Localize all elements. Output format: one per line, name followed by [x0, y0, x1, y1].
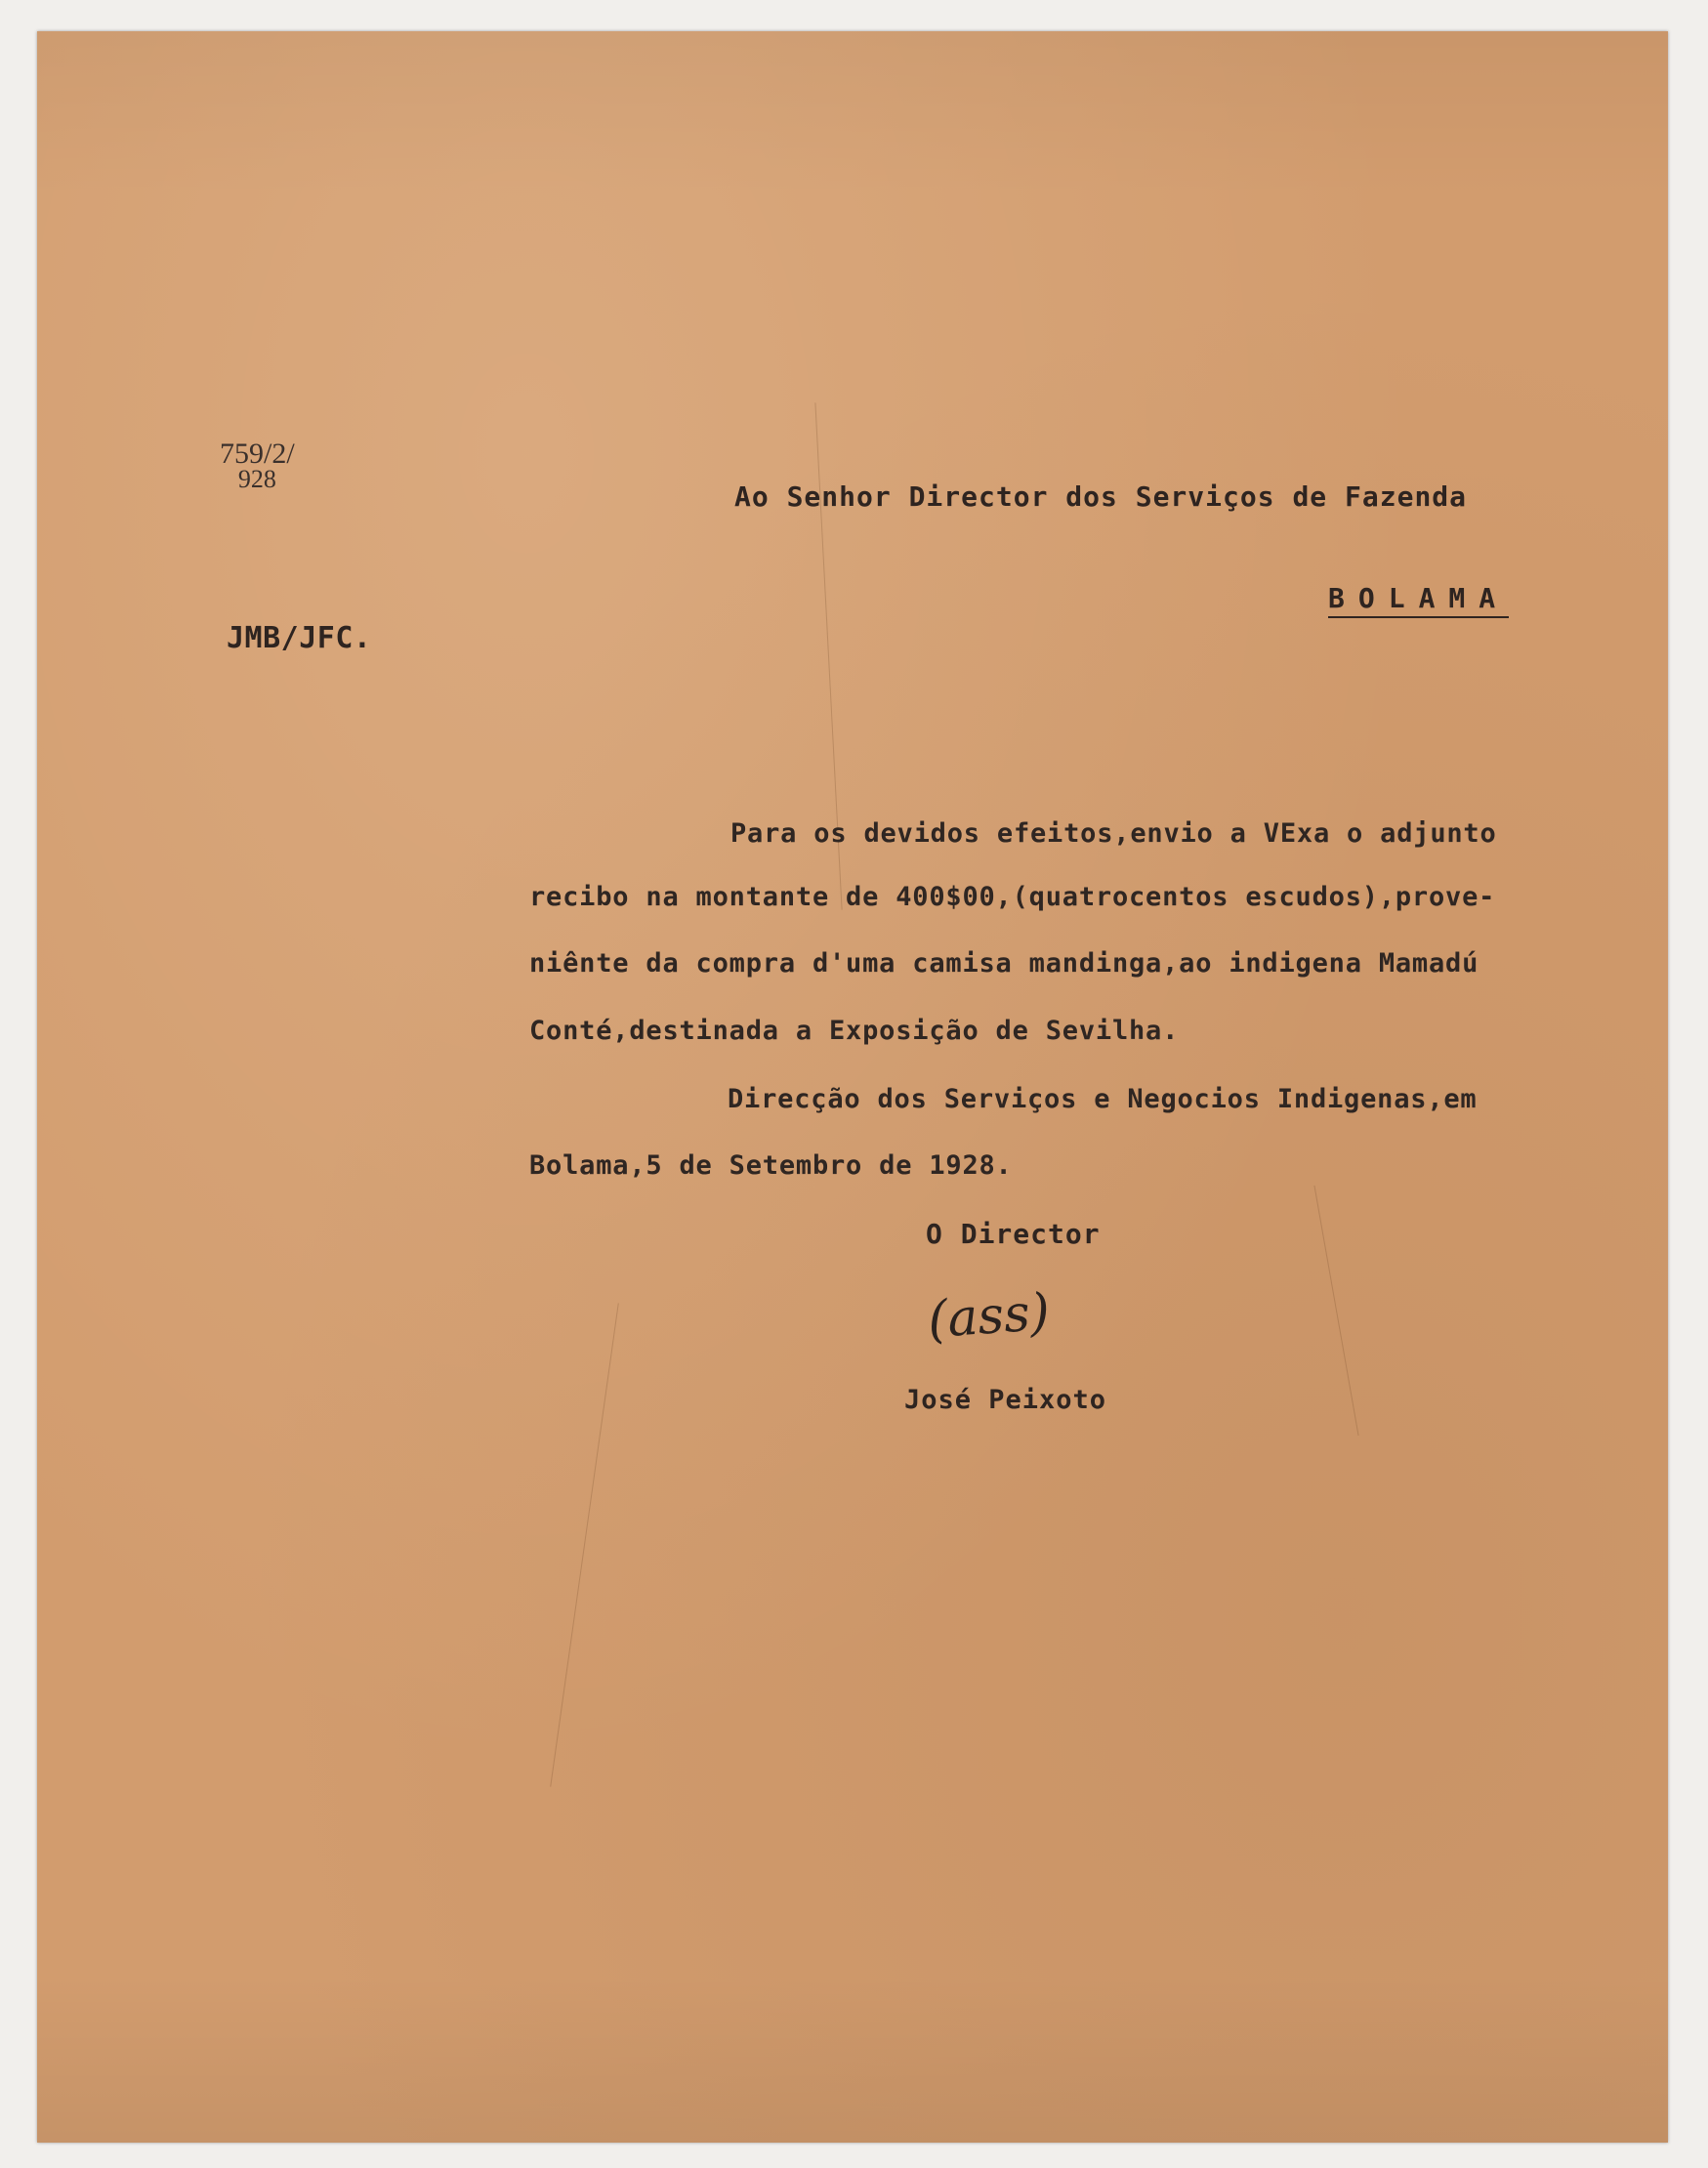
body-line: Para os devidos efeitos,envio a VExa o adjunto	[730, 818, 1497, 849]
signatory-title: O Director	[926, 1218, 1101, 1250]
paper-fiber	[550, 1303, 619, 1786]
reference-number	[220, 439, 295, 492]
body-line: recibo na montante de 400$00,(quatrocentos escudos),prove-	[529, 882, 1496, 912]
addressee-line: Ao Senhor Director dos Serviços de Fazenda	[734, 480, 1468, 513]
signature-note: (ass)	[926, 1282, 1052, 1351]
signatory-name: José Peixoto	[904, 1385, 1107, 1415]
body-line: niênte da compra d'uma camisa mandinga,ao indigena Mamadú	[529, 948, 1479, 979]
reference-number-year: 928	[237, 465, 276, 493]
reference-number-main: 759/2/	[220, 438, 295, 470]
paper-fiber	[1313, 1186, 1358, 1436]
closing-line: Direcção dos Serviços e Negocios Indigenas,em	[728, 1084, 1478, 1114]
destination-city: BOLAMA	[1328, 582, 1509, 618]
typist-initials: JMB/JFC.	[227, 621, 372, 655]
date-line: Bolama,5 de Setembro de 1928.	[529, 1150, 1013, 1181]
body-line: Conté,destinada a Exposição de Sevilha.	[529, 1016, 1180, 1046]
